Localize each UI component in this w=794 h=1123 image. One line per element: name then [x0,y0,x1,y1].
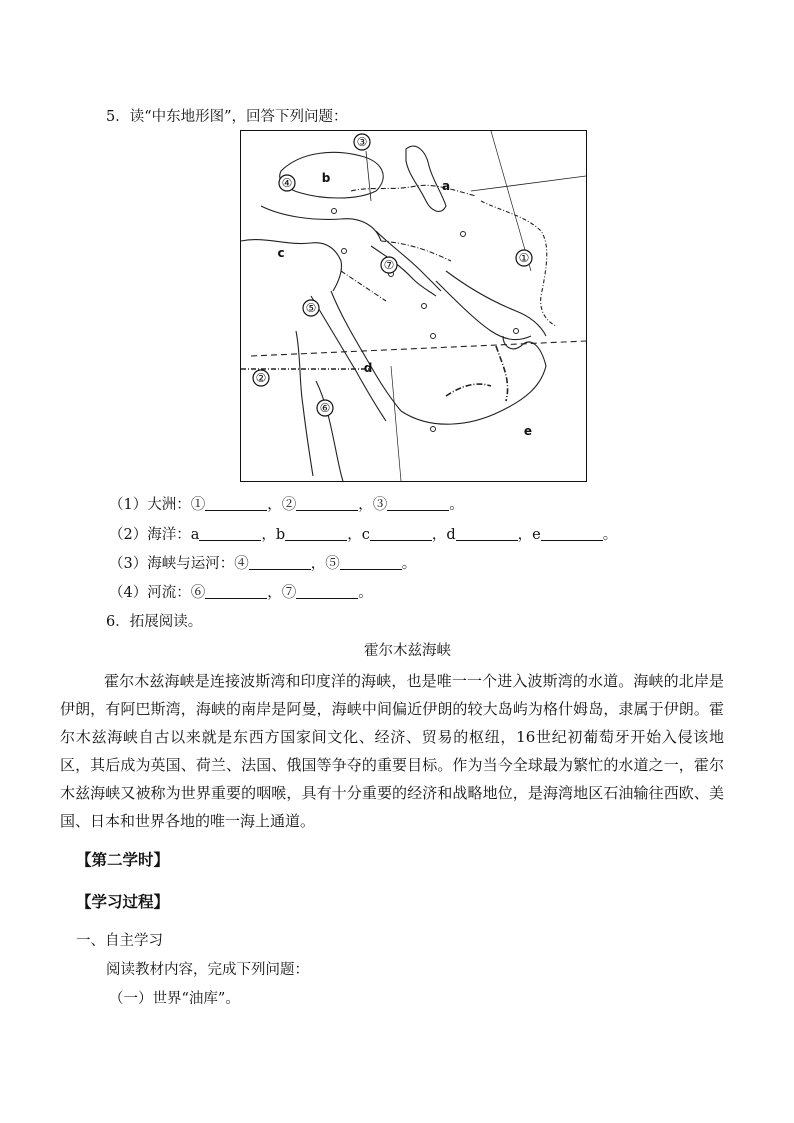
map-label-3: ③ [356,135,368,149]
caspian-sea-outline [406,146,446,211]
map-label-4: ④ [281,176,293,190]
question-5-prompt: 5．读“中东地形图”，回答下列问题： [106,109,348,125]
part-1-self-study: 一、自主学习 [76,933,163,949]
map-label-c: c [277,246,285,260]
answer-blank-c[interactable] [370,526,432,541]
black-sea-outline [280,152,384,198]
subquestion-2-oceans: （2）海洋：a ，b ，c ，d ，e 。 [109,527,618,543]
map-label-6: ⑥ [319,401,331,415]
section-heading-second-period: 【第二学时】 [76,850,170,869]
map-label-b: b [321,171,331,185]
nile-river [296,331,313,476]
map-label-5: ⑤ [305,301,317,315]
answer-blank-e[interactable] [541,526,603,541]
item-world-oil-depot: （一）世界“油库”。 [109,991,240,1007]
answer-blank-6[interactable] [205,584,267,599]
answer-blank-5[interactable] [340,555,402,570]
question-6-prompt: 6．拓展阅读。 [106,614,203,630]
answer-blank-7[interactable] [296,584,358,599]
reading-body: 霍尔木兹海峡是连接波斯湾和印度洋的海峡，也是唯一一个进入波斯湾的水道。海峡的北岸是伊朗，有阿巴斯湾，海峡的南岸是阿曼，海峡中间偏近伊朗的较大岛屿为格什姆岛，隶属于伊朗。霍尔木兹海峡自古以来就是东西方国家间文化、经济、贸易的枢纽，16世纪初葡萄牙开始入侵该地区，其后成为英国、荷兰、法国、俄国等争夺的重要目标。作为当今全球最为繁忙的水道之一，霍尔木兹海峡又被称为世界重要的咽喉，具有十分重要的经济和战略地位，是海湾地区石油输往西欧、美国、日本和世界各地的唯一海上通道。 [60,672,724,830]
persian-gulf-south [436,281,531,340]
answer-blank-d[interactable] [456,526,518,541]
map-label-7: ⑦ [383,258,395,272]
reading-title: 霍尔木兹海峡 [364,643,451,659]
map-label-d: d [363,361,373,375]
map-label-e: e [523,424,533,438]
map-label-a: a [441,179,451,193]
answer-blank-2[interactable] [296,496,358,511]
map-label-2: ② [255,371,267,385]
euphrates-river [371,246,436,296]
subquestion-1-continents: （1）大洲：① ，② ，③ 。 [109,497,464,513]
subquestion-3-straits-canals: （3）海峡与运河：④ ，⑤ 。 [109,556,417,572]
subquestion-4-rivers: （4）河流：⑥ ，⑦ 。 [109,585,373,601]
answer-blank-a[interactable] [199,526,261,541]
arabian-south-coast [401,336,546,424]
mediterranean-coast [241,240,342,291]
answer-blank-4[interactable] [249,555,311,570]
section-heading-learning-process: 【学习过程】 [76,892,170,911]
tropic-line [251,341,586,356]
persian-gulf-north [446,271,546,336]
middle-east-terrain-map [240,130,587,482]
instruction-text: 阅读教材内容，完成下列问题： [106,962,309,978]
answer-blank-b[interactable] [285,526,347,541]
answer-blank-3[interactable] [387,496,449,511]
answer-blank-1[interactable] [205,496,267,511]
map-label-1: ① [518,251,530,265]
